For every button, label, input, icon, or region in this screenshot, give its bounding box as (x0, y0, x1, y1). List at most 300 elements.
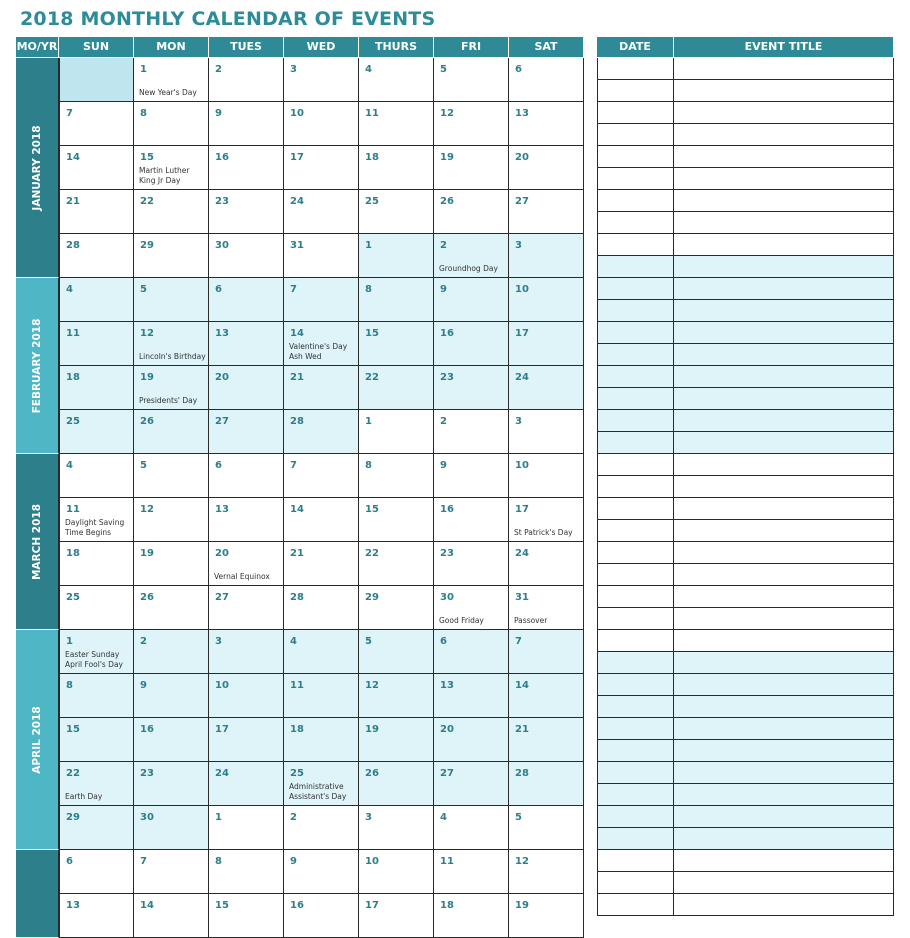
day-cell[interactable] (284, 586, 359, 630)
day-cell[interactable] (134, 542, 209, 586)
day-number: 27 (215, 592, 229, 603)
day-cell[interactable] (209, 410, 284, 454)
event-date-cell[interactable] (597, 476, 674, 497)
day-cell[interactable] (509, 850, 584, 894)
event-date-cell[interactable] (597, 80, 674, 101)
day-cell[interactable] (209, 762, 284, 806)
day-cell[interactable] (509, 586, 584, 630)
day-cell[interactable] (434, 762, 509, 806)
event-row (597, 894, 894, 916)
day-cell[interactable] (284, 630, 359, 674)
day-cell[interactable] (434, 894, 509, 938)
day-cell[interactable] (434, 718, 509, 762)
event-row (597, 586, 894, 608)
event-title-cell[interactable] (673, 432, 894, 453)
day-cell[interactable] (434, 806, 509, 850)
day-cell[interactable] (509, 278, 584, 322)
day-cell[interactable] (59, 58, 134, 102)
day-cell[interactable] (359, 674, 434, 718)
day-cell[interactable] (134, 586, 209, 630)
day-number: 2 (290, 812, 297, 823)
day-cell[interactable] (359, 586, 434, 630)
event-title-cell[interactable] (673, 410, 894, 431)
event-title-cell[interactable] (673, 234, 894, 255)
day-cell[interactable] (134, 322, 209, 366)
event-date-cell[interactable] (597, 256, 674, 277)
event-title-cell[interactable] (673, 58, 894, 79)
day-cell[interactable] (134, 762, 209, 806)
day-number: 23 (440, 548, 454, 559)
day-number: 13 (66, 900, 80, 911)
day-number: 25 (365, 196, 379, 207)
day-cell[interactable] (359, 894, 434, 938)
day-cell[interactable] (434, 234, 509, 278)
holiday-label: Lincoln's Birthday (139, 352, 206, 361)
day-cell[interactable] (59, 322, 134, 366)
day-number: 28 (290, 416, 304, 427)
day-cell[interactable] (359, 146, 434, 190)
day-number: 20 (515, 152, 529, 163)
event-date-cell[interactable] (597, 234, 674, 255)
event-date-cell[interactable] (597, 806, 674, 827)
day-cell[interactable] (434, 58, 509, 102)
event-date-cell[interactable] (597, 300, 674, 321)
day-cell[interactable] (434, 586, 509, 630)
event-date-cell[interactable] (597, 674, 674, 695)
event-title-cell[interactable] (673, 630, 894, 651)
day-number: 8 (365, 284, 372, 295)
event-date-cell[interactable] (597, 740, 674, 761)
event-date-cell[interactable] (597, 58, 674, 79)
day-number: 4 (290, 636, 297, 647)
day-cell[interactable] (434, 190, 509, 234)
day-cell[interactable] (59, 498, 134, 542)
day-cell[interactable] (134, 674, 209, 718)
day-cell[interactable] (209, 234, 284, 278)
event-title-cell[interactable] (673, 696, 894, 717)
event-title-cell[interactable] (673, 674, 894, 695)
event-date-cell[interactable] (597, 696, 674, 717)
day-cell[interactable] (59, 718, 134, 762)
event-title-cell[interactable] (673, 894, 894, 915)
day-cell[interactable] (284, 102, 359, 146)
holiday-label: Administrative Assistant's Day (289, 782, 347, 801)
day-cell[interactable] (434, 454, 509, 498)
event-title-cell[interactable] (673, 124, 894, 145)
event-date-cell[interactable] (597, 124, 674, 145)
day-cell[interactable] (434, 674, 509, 718)
day-cell[interactable] (284, 542, 359, 586)
event-title-cell[interactable] (673, 300, 894, 321)
day-number: 30 (215, 240, 229, 251)
day-cell[interactable] (134, 58, 209, 102)
day-cell[interactable] (134, 498, 209, 542)
event-date-cell[interactable] (597, 718, 674, 739)
event-title-cell[interactable] (673, 388, 894, 409)
day-cell[interactable] (434, 410, 509, 454)
event-title-cell[interactable] (673, 344, 894, 365)
day-cell[interactable] (359, 190, 434, 234)
day-number: 8 (215, 856, 222, 867)
day-cell[interactable] (209, 542, 284, 586)
event-row (597, 124, 894, 146)
event-row (597, 520, 894, 542)
day-number: 25 (66, 416, 80, 427)
event-title-cell[interactable] (673, 872, 894, 893)
day-cell[interactable] (509, 146, 584, 190)
day-cell[interactable] (59, 190, 134, 234)
event-date-cell[interactable] (597, 762, 674, 783)
day-number: 4 (440, 812, 447, 823)
day-cell[interactable] (509, 498, 584, 542)
holiday-label: Passover (514, 616, 548, 625)
day-cell[interactable] (284, 146, 359, 190)
day-cell[interactable] (134, 234, 209, 278)
event-date-cell[interactable] (597, 212, 674, 233)
day-cell[interactable] (434, 850, 509, 894)
day-cell[interactable] (509, 58, 584, 102)
day-cell[interactable] (509, 454, 584, 498)
day-cell[interactable] (59, 146, 134, 190)
day-cell[interactable] (59, 850, 134, 894)
event-date-cell[interactable] (597, 366, 674, 387)
day-cell[interactable] (509, 762, 584, 806)
day-cell[interactable] (284, 850, 359, 894)
day-cell[interactable] (209, 630, 284, 674)
day-cell[interactable] (284, 718, 359, 762)
day-number: 15 (140, 152, 154, 163)
event-title-cell[interactable] (673, 168, 894, 189)
event-title-cell[interactable] (673, 80, 894, 101)
event-row (597, 564, 894, 586)
day-cell[interactable] (359, 322, 434, 366)
event-date-cell[interactable] (597, 872, 674, 893)
event-row (597, 410, 894, 432)
day-number: 25 (66, 592, 80, 603)
day-cell[interactable] (59, 410, 134, 454)
day-cell[interactable] (59, 762, 134, 806)
day-number: 23 (215, 196, 229, 207)
day-number: 7 (66, 108, 73, 119)
event-row (597, 432, 894, 454)
day-cell[interactable] (509, 322, 584, 366)
day-cell[interactable] (509, 718, 584, 762)
day-cell[interactable] (59, 630, 134, 674)
day-cell[interactable] (434, 322, 509, 366)
day-number: 14 (140, 900, 154, 911)
event-date-cell[interactable] (597, 146, 674, 167)
day-number: 14 (290, 328, 304, 339)
event-row (597, 630, 894, 652)
day-cell[interactable] (509, 366, 584, 410)
day-cell[interactable] (359, 762, 434, 806)
event-title-cell[interactable] (673, 256, 894, 277)
day-cell[interactable] (509, 806, 584, 850)
header-wed: WED (284, 37, 359, 57)
day-number: 27 (515, 196, 529, 207)
day-cell[interactable] (284, 454, 359, 498)
day-cell[interactable] (134, 190, 209, 234)
day-cell[interactable] (59, 278, 134, 322)
day-cell[interactable] (434, 278, 509, 322)
event-row (597, 146, 894, 168)
day-cell[interactable] (509, 410, 584, 454)
event-title-cell[interactable] (673, 542, 894, 563)
day-cell[interactable] (359, 102, 434, 146)
day-cell[interactable] (284, 498, 359, 542)
day-number: 1 (66, 636, 73, 647)
day-cell[interactable] (434, 542, 509, 586)
event-title-cell[interactable] (673, 740, 894, 761)
event-title-cell[interactable] (673, 476, 894, 497)
event-date-cell[interactable] (597, 520, 674, 541)
day-cell[interactable] (509, 102, 584, 146)
holiday-label: New Year's Day (139, 88, 197, 97)
day-cell[interactable] (434, 630, 509, 674)
day-number: 6 (215, 460, 222, 471)
header-fri: FRI (434, 37, 509, 57)
day-number: 9 (440, 284, 447, 295)
day-number: 11 (440, 856, 454, 867)
event-date-cell[interactable] (597, 586, 674, 607)
day-cell[interactable] (359, 718, 434, 762)
day-cell[interactable] (509, 630, 584, 674)
day-number: 11 (290, 680, 304, 691)
day-cell[interactable] (134, 102, 209, 146)
day-number: 10 (215, 680, 229, 691)
day-cell[interactable] (209, 366, 284, 410)
day-cell[interactable] (284, 410, 359, 454)
event-title-cell[interactable] (673, 212, 894, 233)
day-cell[interactable] (59, 894, 134, 938)
day-cell[interactable] (59, 366, 134, 410)
day-cell[interactable] (359, 542, 434, 586)
day-cell[interactable] (209, 894, 284, 938)
event-title-cell[interactable] (673, 278, 894, 299)
event-row (597, 740, 894, 762)
day-cell[interactable] (59, 234, 134, 278)
event-title-cell[interactable] (673, 586, 894, 607)
day-cell[interactable] (284, 278, 359, 322)
event-date-cell[interactable] (597, 344, 674, 365)
day-number: 17 (365, 900, 379, 911)
day-cell[interactable] (434, 498, 509, 542)
day-number: 12 (515, 856, 529, 867)
event-row (597, 652, 894, 674)
event-date-cell[interactable] (597, 652, 674, 673)
holiday-label: Vernal Equinox (214, 572, 270, 581)
holiday-label: Earth Day (65, 792, 103, 801)
day-cell[interactable] (59, 806, 134, 850)
day-number: 24 (515, 548, 529, 559)
day-cell[interactable] (59, 454, 134, 498)
event-date-cell[interactable] (597, 564, 674, 585)
day-cell[interactable] (434, 366, 509, 410)
event-date-cell[interactable] (597, 894, 674, 915)
day-number: 21 (290, 372, 304, 383)
day-cell[interactable] (59, 674, 134, 718)
event-date-cell[interactable] (597, 828, 674, 849)
day-cell[interactable] (359, 58, 434, 102)
day-cell[interactable] (209, 58, 284, 102)
day-number: 8 (66, 680, 73, 691)
day-number: 5 (365, 636, 372, 647)
event-title-cell[interactable] (673, 850, 894, 871)
day-cell[interactable] (134, 410, 209, 454)
day-number: 12 (140, 504, 154, 515)
event-row (597, 300, 894, 322)
day-number: 29 (66, 812, 80, 823)
event-date-cell[interactable] (597, 410, 674, 431)
event-title-cell[interactable] (673, 366, 894, 387)
day-number: 28 (290, 592, 304, 603)
event-date-cell[interactable] (597, 542, 674, 563)
day-cell[interactable] (509, 542, 584, 586)
event-date-cell[interactable] (597, 168, 674, 189)
holiday-label: St Patrick's Day (514, 528, 573, 537)
day-cell[interactable] (209, 806, 284, 850)
event-title-cell[interactable] (673, 520, 894, 541)
day-cell[interactable] (209, 586, 284, 630)
day-cell[interactable] (209, 322, 284, 366)
day-cell[interactable] (134, 718, 209, 762)
event-date-cell[interactable] (597, 630, 674, 651)
day-cell[interactable] (284, 894, 359, 938)
day-cell[interactable] (209, 498, 284, 542)
day-cell[interactable] (284, 190, 359, 234)
event-row (597, 80, 894, 102)
day-number: 3 (515, 240, 522, 251)
day-cell[interactable] (434, 102, 509, 146)
event-row (597, 476, 894, 498)
event-date-cell[interactable] (597, 388, 674, 409)
day-cell[interactable] (359, 630, 434, 674)
day-number: 24 (515, 372, 529, 383)
day-cell[interactable] (359, 234, 434, 278)
event-date-cell[interactable] (597, 102, 674, 123)
day-cell[interactable] (359, 850, 434, 894)
event-title-cell[interactable] (673, 454, 894, 475)
day-number: 7 (290, 284, 297, 295)
event-title-cell[interactable] (673, 608, 894, 629)
event-date-cell[interactable] (597, 850, 674, 871)
day-cell[interactable] (209, 454, 284, 498)
day-cell[interactable] (509, 894, 584, 938)
day-cell[interactable] (284, 366, 359, 410)
day-number: 30 (140, 812, 154, 823)
day-cell[interactable] (509, 674, 584, 718)
event-title-cell[interactable] (673, 806, 894, 827)
day-cell[interactable] (284, 58, 359, 102)
day-cell[interactable] (209, 146, 284, 190)
event-date-cell[interactable] (597, 454, 674, 475)
event-row (597, 696, 894, 718)
event-row (597, 542, 894, 564)
month-label-text: MARCH 2018 (31, 503, 43, 580)
day-cell[interactable] (359, 366, 434, 410)
day-number: 20 (215, 548, 229, 559)
event-date-cell[interactable] (597, 278, 674, 299)
event-row (597, 762, 894, 784)
day-number: 26 (440, 196, 454, 207)
day-cell[interactable] (134, 278, 209, 322)
day-cell[interactable] (209, 278, 284, 322)
day-cell[interactable] (359, 498, 434, 542)
event-title-cell[interactable] (673, 564, 894, 585)
day-cell[interactable] (434, 146, 509, 190)
event-title-cell[interactable] (673, 652, 894, 673)
event-title-cell[interactable] (673, 718, 894, 739)
day-cell[interactable] (359, 454, 434, 498)
event-title-cell[interactable] (673, 784, 894, 805)
day-cell[interactable] (509, 190, 584, 234)
event-title-cell[interactable] (673, 762, 894, 783)
day-cell[interactable] (284, 806, 359, 850)
month-label-text: APRIL 2018 (31, 705, 43, 774)
day-number: 14 (290, 504, 304, 515)
event-title-cell[interactable] (673, 498, 894, 519)
day-cell[interactable] (134, 146, 209, 190)
day-cell[interactable] (209, 850, 284, 894)
event-row (597, 388, 894, 410)
event-date-cell[interactable] (597, 608, 674, 629)
day-cell[interactable] (359, 410, 434, 454)
day-number: 31 (515, 592, 529, 603)
event-date-cell[interactable] (597, 784, 674, 805)
day-number: 14 (66, 152, 80, 163)
day-cell[interactable] (209, 102, 284, 146)
day-number: 10 (365, 856, 379, 867)
event-title-cell[interactable] (673, 102, 894, 123)
day-cell[interactable] (209, 190, 284, 234)
day-cell[interactable] (134, 366, 209, 410)
event-title-cell[interactable] (673, 828, 894, 849)
day-cell[interactable] (134, 630, 209, 674)
day-number: 10 (290, 108, 304, 119)
event-title-cell[interactable] (673, 190, 894, 211)
day-number: 5 (140, 284, 147, 295)
day-cell[interactable] (284, 762, 359, 806)
day-cell[interactable] (284, 674, 359, 718)
day-cell[interactable] (359, 806, 434, 850)
event-date-cell[interactable] (597, 322, 674, 343)
day-cell[interactable] (134, 454, 209, 498)
event-date-cell[interactable] (597, 432, 674, 453)
day-cell[interactable] (59, 542, 134, 586)
day-cell[interactable] (209, 718, 284, 762)
day-number: 29 (140, 240, 154, 251)
day-cell[interactable] (134, 894, 209, 938)
day-number: 2 (440, 240, 447, 251)
day-number: 7 (515, 636, 522, 647)
day-cell[interactable] (59, 102, 134, 146)
day-cell[interactable] (134, 850, 209, 894)
event-date-cell[interactable] (597, 190, 674, 211)
day-cell[interactable] (134, 806, 209, 850)
day-cell[interactable] (284, 234, 359, 278)
day-cell[interactable] (59, 586, 134, 630)
day-cell[interactable] (284, 322, 359, 366)
day-cell[interactable] (509, 234, 584, 278)
event-title-cell[interactable] (673, 322, 894, 343)
day-cell[interactable] (359, 278, 434, 322)
day-cell[interactable] (209, 674, 284, 718)
day-number: 18 (440, 900, 454, 911)
day-number: 9 (140, 680, 147, 691)
event-date-cell[interactable] (597, 498, 674, 519)
event-row (597, 58, 894, 80)
event-title-cell[interactable] (673, 146, 894, 167)
